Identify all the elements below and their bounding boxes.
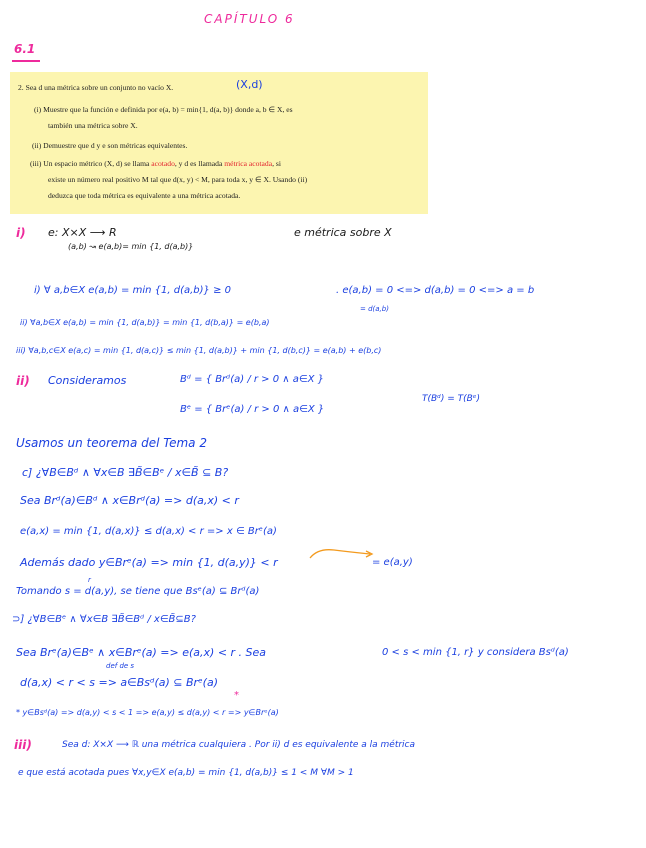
problem-iii-text3: , si [272,159,281,168]
use-theorem: Usamos un teorema del Tema 2 [16,436,207,450]
problem-part-iii-b: existe un número real positivo M tal que d(x, y) < M, para toda x, y ∈ X. Usando (ii) [48,175,308,184]
problem-part-iii-c: deduzca que toda métrica es equivalente a una métrica acotada. [48,191,241,200]
property-1: i) ∀ a,b∈X e(a,b) = min {1, d(a,b)} ≥ 0 [34,285,232,296]
star-mark: * [234,690,239,701]
property-1-hint: = d(a,b) [360,305,389,313]
inclusion-c-step3: Además dado y∈Brᵉ(a) => min {1, d(a,y)} < r [20,556,278,569]
part-iii-label: iii) [14,738,32,752]
basis-e: Bᵉ = { Brᵉ(a) / r > 0 ∧ a∈X } [180,404,325,415]
part-ii-label: ii) [16,374,30,388]
inclusion-c-step4: Tomando s = d(a,y), se tiene que Bsᵉ(a) ⊆ Brᵈ(a) [16,586,260,597]
e-map-rule: (a,b) ↝ e(a,b)= min {1, d(a,b)} [68,242,194,251]
problem-line1: 2. Sea d una métrica sobre un conjunto no vacío X. [18,83,174,92]
section-number: 6.1 [14,42,36,56]
part-i-label: i) [16,226,26,240]
problem-part-i-a: (i) Muestre que la función e definida por e(a, b) = min{1, d(a, b)} donde a, b ∈ X, es [34,105,293,114]
problem-part-i-b: también una métrica sobre X. [48,121,138,130]
section-underline [12,60,40,62]
property-2: ii) ∀a,b∈X e(a,b) = min {1, d(a,b)} = min {1, d(b,a)} = e(b,a) [20,318,270,327]
chapter-title: CAPÍTULO 6 [204,12,295,26]
inclusion-d-step1: Sea Brᵉ(a)∈Bᵉ ∧ x∈Brᵉ(a) => e(a,x) < r . Sea [16,646,267,659]
inclusion-c-step1: Sea Brᵈ(a)∈Bᵈ ∧ x∈Brᵈ(a) => d(a,x) < r [20,494,239,507]
problem-iii-text1: (iii) Un espacio métrico (X, d) se llama [30,159,152,168]
problem-iii-text2: , y d es llamada [174,159,225,168]
topology-equality: T(Bᵈ) = T(Bᵉ) [422,394,481,404]
e-map-definition: e: X×X ⟶ R [48,226,117,239]
term-metrica-acotada: métrica acotada [224,159,273,168]
inclusion-d: ⊃] ¿∀B∈Bᵉ ∧ ∀x∈B ∃B̃∈Bᵈ / x∈B̃⊆B? [12,614,196,625]
inclusion-d-step3: * y∈Bsᵈ(a) => d(a,y) < s < 1 => e(a,y) ≤ d(a,y) < r => y∈Brᵉ(a) [16,708,279,717]
inclusion-c-hint: r [88,576,91,584]
inclusion-d-hint: def de s [106,662,135,670]
inclusion-c-step3-note: = e(a,y) [372,557,413,568]
problem-annotation: (X,d) [236,78,263,91]
conclusion-line1: Sea d: X×X ⟶ ℝ una métrica cualquiera . Por ii) d es equivalente a la métrica [62,740,416,750]
inclusion-c-step2: e(a,x) = min {1, d(a,x)} ≤ d(a,x) < r => x ∈ Brᵉ(a) [20,526,277,537]
orange-arrow [306,546,376,560]
inclusion-c: c] ¿∀B∈Bᵈ ∧ ∀x∈B ∃B̃∈Bᵉ / x∈B̃ ⊆ B? [22,466,229,479]
term-acotado: acotado [151,159,175,168]
inclusion-d-step2: d(a,x) < r < s => a∈Bsᵈ(a) ⊆ Brᵉ(a) [20,676,218,689]
conclusion-line2: e que está acotada pues ∀x,y∈X e(a,b) = min {1, d(a,b)} ≤ 1 < M ∀M > 1 [18,768,354,778]
inclusion-d-step1b: 0 < s < min {1, r} y considera Bsᵈ(a) [382,647,569,658]
basis-d: Bᵈ = { Brᵈ(a) / r > 0 ∧ a∈X } [180,374,324,385]
problem-part-iii-a [30,159,281,168]
consider-text: Consideramos [48,374,127,387]
property-1-zero: . e(a,b) = 0 <=> d(a,b) = 0 <=> a = b [336,285,535,296]
property-3: iii) ∀a,b,c∈X e(a,c) = min {1, d(a,c)} ≤ min {1, d(a,b)} + min {1, d(b,c)} = e(a,b) + e(b,c) [16,346,382,355]
problem-part-ii: (ii) Demuestre que d y e son métricas equivalentes. [32,141,188,150]
e-metric-claim: e métrica sobre X [294,226,392,239]
